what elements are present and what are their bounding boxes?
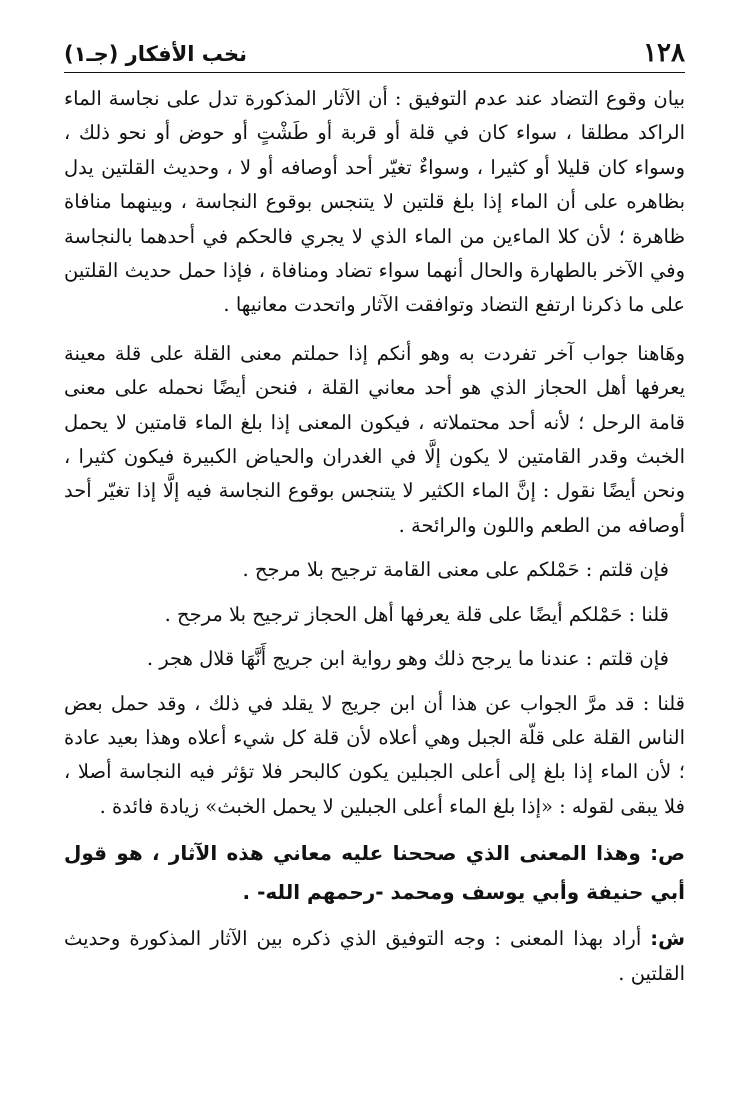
paragraph-contradiction: بيان وقوع التضاد عند عدم التوفيق : أن الآثار المذكورة تدل على نجاسة الماء الراكد مطلقا ، سواء كان في قلة أو قربة أو طَشْتٍ أو حوض أو نحو ذلك ، وسواء كان قليلا أو كثيرا ، وسواءٌ تغيّر أحد أوصافه أو لا ، وحديث القلتين يدل بظاهره على أن الماء إذا بلغ قلتين لا يتنجس بوقوع النجاسة ، وبينهما منافاة ظاهرة ؛ لأن كلا الماءين من الماء الذي لا يجري فالحكم في أحدهما بالنجاسة وفي الآخر بالطهارة والحال أنهما سواء تضاد ومنافاة ، فإذا حمل حديث القلتين على ما ذكرنا ارتفع التضاد وتوافقت الآثار واتحدت معانيها . — [64, 87, 685, 317]
running-header — [64, 30, 685, 73]
paragraph-another-answer: وهَاهنا جواب آخر تفردت به وهو أنكم إذا حملتم معنى القلة على قلة معينة يعرفها أهل الحجاز الذي هو أحد معاني القلة ، فنحن أيضًا نحمله على معنى قامة الرحل ؛ لأنه أحد محتملاته ، فيكون المعنى إذا بلغ الماء قامتين لا يحمل الخبث وقدر القامتين لا يكون إلَّا في الغدران والحياض الكبيرة فيكون كثيرا ، ونحن أيضًا نقول : إنَّ الماء الكثير لا يتنجس بوقوع النجاسة فيه إلَّا إذا تغيّر أحد أوصافه من الطعم واللون والرائحة . — [64, 341, 685, 537]
sharh-paragraph — [64, 922, 685, 991]
objection-2: فإن قلتم : عندنا ما يرجح ذلك وهو رواية ابن جريج أَنَّهَا قلال هجر . — [146, 647, 669, 671]
book-title: نخب الأفكار (جـ١) — [64, 42, 247, 66]
matn-paragraph — [64, 834, 685, 912]
reply-1: قلنا : حَمْلكم أيضًا على قلة يعرفها أهل الحجاز ترجيح بلا مرجح . — [164, 602, 669, 626]
objection-1: فإن قلتم : حَمْلكم على معنى القامة ترجيح بلا مرجح . — [242, 558, 669, 582]
matn-label: ص: — [650, 841, 686, 866]
reply-2: قلنا : قد مرَّ الجواب عن هذا أن ابن جريج لا يقلد في ذلك ، وقد حمل بعض الناس القلة على قلّة الجبل وهي أعلاه لأن قلة كل شيء أعلاه وهذا بعيد عادة ؛ لأن الماء إذا بلغ إلى أعلى الجبلين يكون كالبحر فلا تؤثر فيه النجاسة أصلا ، فلا يبقى لقوله : «إذا بلغ الماء أعلى الجبلين لا يحمل الخبث» زيادة فائدة . — [64, 691, 685, 818]
page-body — [64, 82, 685, 991]
matn-text: وهذا المعنى الذي صححنا عليه معاني هذه الآثار ، هو قول أبي حنيفة وأبي يوسف ومحمد -رحمهم الله- . — [64, 841, 685, 905]
sharh-label: ش: — [650, 927, 685, 951]
page-number: ١٢٨ — [643, 38, 685, 68]
sharh-text: أراد بهذا المعنى : وجه التوفيق الذي ذكره بين الآثار المذكورة وحديث القلتين . — [64, 927, 685, 985]
